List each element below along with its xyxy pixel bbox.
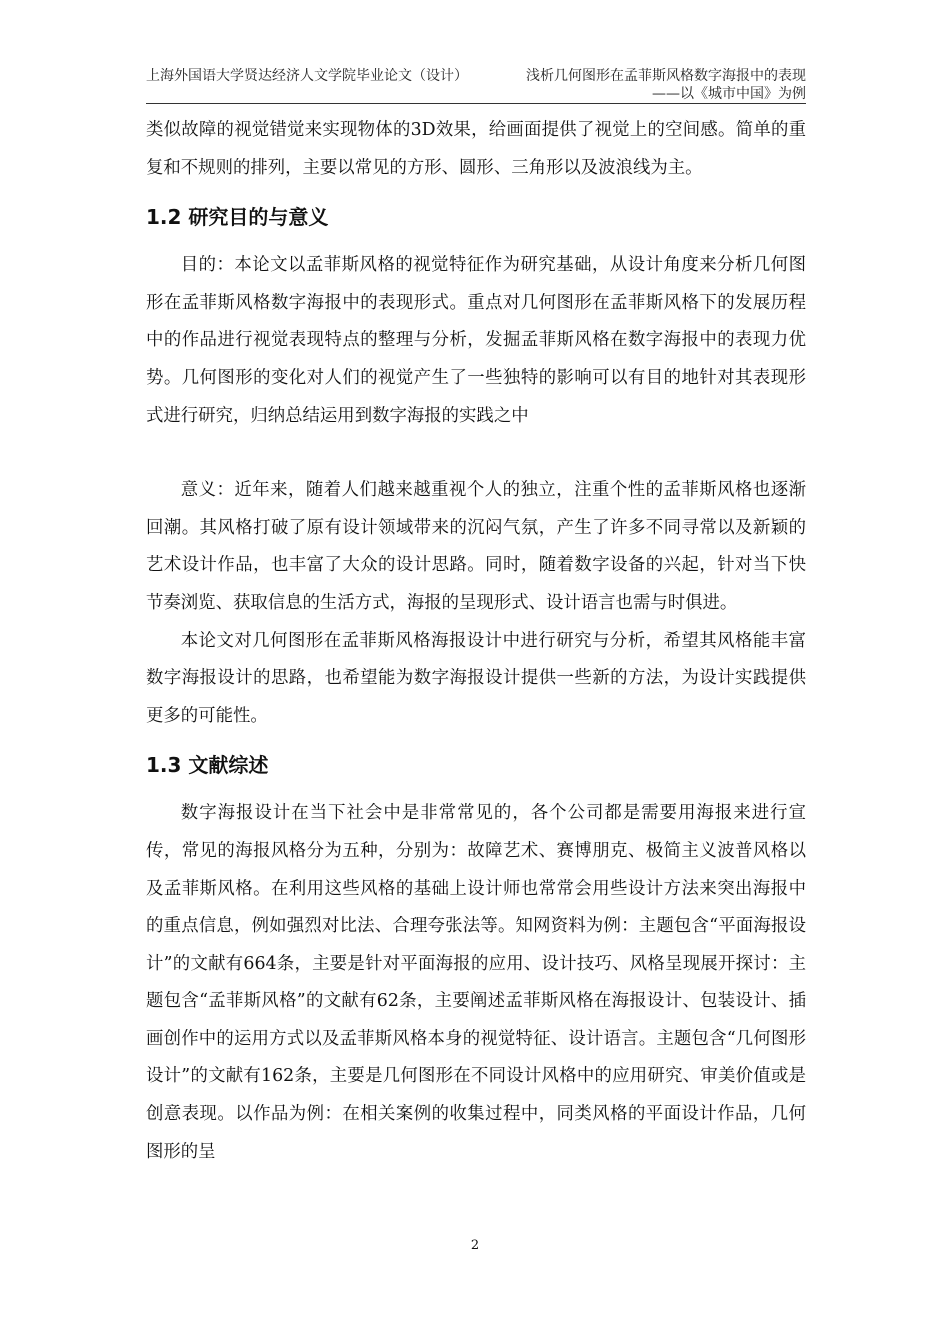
- section-heading-1-3: 1.3 文献综述: [146, 753, 269, 778]
- body-text: [146, 112, 806, 1171]
- header-title-line1: 浅析几何图形在孟菲斯风格数字海报中的表现: [526, 68, 806, 84]
- header-university: 上海外国语大学贤达经济人文学院毕业论文（设计）: [146, 68, 468, 84]
- paragraph-gap: [146, 435, 806, 472]
- header-thesis-title: [526, 67, 806, 103]
- paragraph-literature-review: 数字海报设计在当下社会中是非常常见的，各个公司都是需要用海报来进行宣传，常见的海报风格分为五种，分别为：故障艺术、赛博朋克、极简主义波普风格以及孟菲斯风格。在利用这些风格的基础上设计师也常常会用些设计方法来突出海报中的重点信息，例如强烈对比法、合理夸张法等。知网资料为例：主题包含“平面海报设计”的文献有664条，主要是针对平面海报的应用、设计技巧、风格呈现展开探讨：主题包含“孟菲斯风格”的文献有62条，主要阐述孟菲斯风格在海报设计、包装设计、插画创作中的运用方式以及孟菲斯风格本身的视觉特征、设计语言。主题包含“几何图形设计”的文献有162条，主要是几何图形在不同设计风格中的应用研究、审美价值或是创意表现。以作品为例：在相关案例的收集过程中，同类风格的平面设计作品，几何图形的呈: [146, 803, 806, 1162]
- running-header: [146, 66, 806, 102]
- paragraph-summary: 本论文对几何图形在孟菲斯风格海报设计中进行研究与分析，希望其风格能丰富数字海报设计的思路，也希望能为数字海报设计提供一些新的方法，为设计实践提供更多的可能性。: [146, 630, 806, 726]
- header-rule: [146, 103, 806, 104]
- paragraph-significance: 意义：近年来，随着人们越来越重视个人的独立，注重个性的孟菲斯风格也逐渐回潮。其风格打破了原有设计领域带来的沉闷气氛，产生了许多不同寻常以及新颖的艺术设计作品，也丰富了大众的设计思路。同时，随着数字设备的兴起，针对当下快节奏浏览、获取信息的生活方式，海报的呈现形式、设计语言也需与时俱进。: [146, 480, 806, 613]
- paragraph-continued: 类似故障的视觉错觉来实现物体的3D效果，给画面提供了视觉上的空间感。简单的重复和不规则的排列，主要以常见的方形、圆形、三角形以及波浪线为主。: [146, 120, 806, 178]
- paragraph-purpose: 目的：本论文以孟菲斯风格的视觉特征作为研究基础，从设计角度来分析几何图形在孟菲斯风格数字海报中的表现形式。重点对几何图形在孟菲斯风格下的发展历程中的作品进行视觉表现特点的整理与分析，发掘孟菲斯风格在数字海报中的表现力优势。几何图形的变化对人们的视觉产生了一些独特的影响可以有目的地针对其表现形式进行研究，归纳总结运用到数字海报的实践之中: [146, 255, 806, 426]
- header-title-line2: ——以《城市中国》为例: [652, 86, 806, 102]
- page-number: 2: [470, 1238, 480, 1253]
- section-heading-1-2: 1.2 研究目的与意义: [146, 205, 329, 230]
